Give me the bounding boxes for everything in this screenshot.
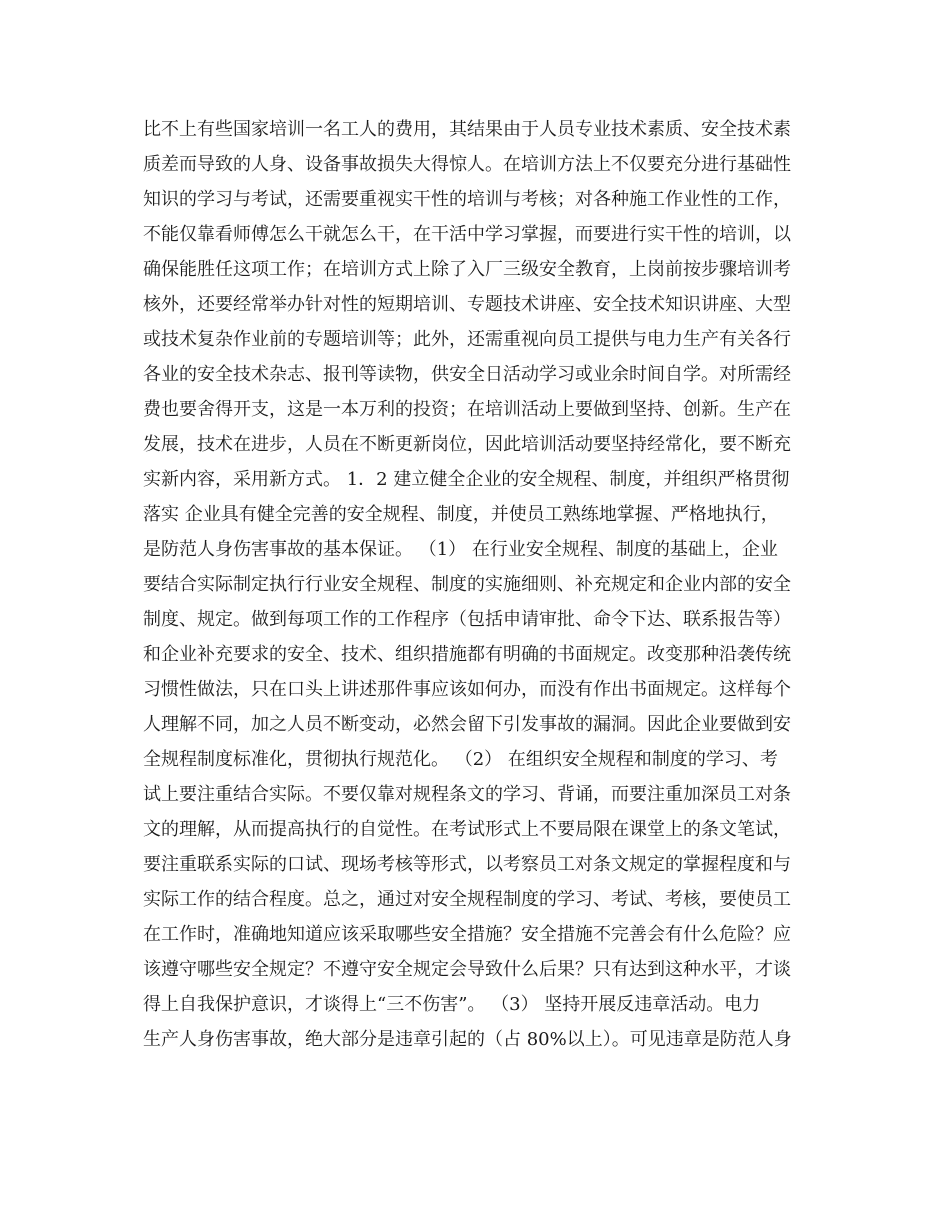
text-line: 实际工作的结合程度。总之，通过对安全规程制度的学习、考试、考核，要使员工 (143, 889, 791, 910)
text-line: 各业的安全技术杂志、报刊等读物，供安全日活动学习或业余时间自学。对所需经 (143, 364, 791, 385)
body-text (143, 112, 823, 1057)
text-line: 比不上有些国家培训一名工人的费用，其结果由于人员专业技术素质、安全技术素 (143, 119, 791, 140)
text-line: 得上自我保护意识，才谈得上“三不伤害”。 （3） 坚持开展反违章活动。电力 (143, 994, 761, 1015)
text-line: 习惯性做法，只在口头上讲述那件事应该如何办，而没有作出书面规定。这样每个 (143, 679, 791, 700)
text-line: 实新内容，采用新方式。 1．2 建立健全企业的安全规程、制度，并组织严格贯彻 (143, 469, 790, 490)
text-line: 全规程制度标准化，贯彻执行规范化。 （2） 在组织安全规程和制度的学习、考 (143, 749, 778, 770)
text-line: 要结合实际制定执行行业安全规程、制度的实施细则、补充规定和企业内部的安全 (143, 574, 791, 595)
text-line: 落实 企业具有健全完善的安全规程、制度，并使员工熟练地掌握、严格地执行， (143, 504, 779, 525)
text-line: 要注重联系实际的口试、现场考核等形式，以考察员工对条文规定的掌握程度和与 (143, 854, 791, 875)
text-line: 核外，还要经常举办针对性的短期培训、专题技术讲座、安全技术知识讲座、大型 (143, 294, 791, 315)
text-line: 人理解不同，加之人员不断变动，必然会留下引发事故的漏洞。因此企业要做到安 (143, 714, 791, 735)
text-line: 在工作时，准确地知道应该采取哪些安全措施？安全措施不完善会有什么危险？应 (143, 924, 791, 945)
text-line: 文的理解，从而提高执行的自觉性。在考试形式上不要局限在课堂上的条文笔试， (143, 819, 791, 840)
text-line: 试上要注重结合实际。不要仅靠对规程条文的学习、背诵，而要注重加深员工对条 (143, 784, 791, 805)
text-line: 不能仅靠看师傅怎么干就怎么干，在干活中学习掌握，而要进行实干性的培训，以 (143, 224, 791, 245)
text-line: 制度、规定。做到每项工作的工作程序（包括申请审批、命令下达、联系报告等） (143, 609, 791, 630)
text-line: 确保能胜任这项工作；在培训方式上除了入厂三级安全教育，上岗前按步骤培训考 (143, 259, 791, 280)
text-line: 该遵守哪些安全规定？不遵守安全规定会导致什么后果？只有达到这种水平，才谈 (143, 959, 791, 980)
text-line: 费也要舍得开支，这是一本万利的投资；在培训活动上要做到坚持、创新。生产在 (143, 399, 791, 420)
text-line: 和企业补充要求的安全、技术、组织措施都有明确的书面规定。改变那种沿袭传统 (143, 644, 791, 665)
text-line: 质差而导致的人身、设备事故损失大得惊人。在培训方法上不仅要充分进行基础性 (143, 154, 791, 175)
text-line: 是防范人身伤害事故的基本保证。 （1） 在行业安全规程、制度的基础上，企业 (143, 539, 778, 560)
text-line: 发展，技术在进步，人员在不断更新岗位，因此培训活动要坚持经常化，要不断充 (143, 434, 791, 455)
text-line: 知识的学习与考试，还需要重视实干性的培训与考核；对各种施工作业性的工作， (143, 189, 791, 210)
text-line: 生产人身伤害事故，绝大部分是违章引起的（占 80%以上）。可见违章是防范人身 (143, 1029, 792, 1050)
text-line: 或技术复杂作业前的专题培训等；此外，还需重视向员工提供与电力生产有关各行 (143, 329, 791, 350)
